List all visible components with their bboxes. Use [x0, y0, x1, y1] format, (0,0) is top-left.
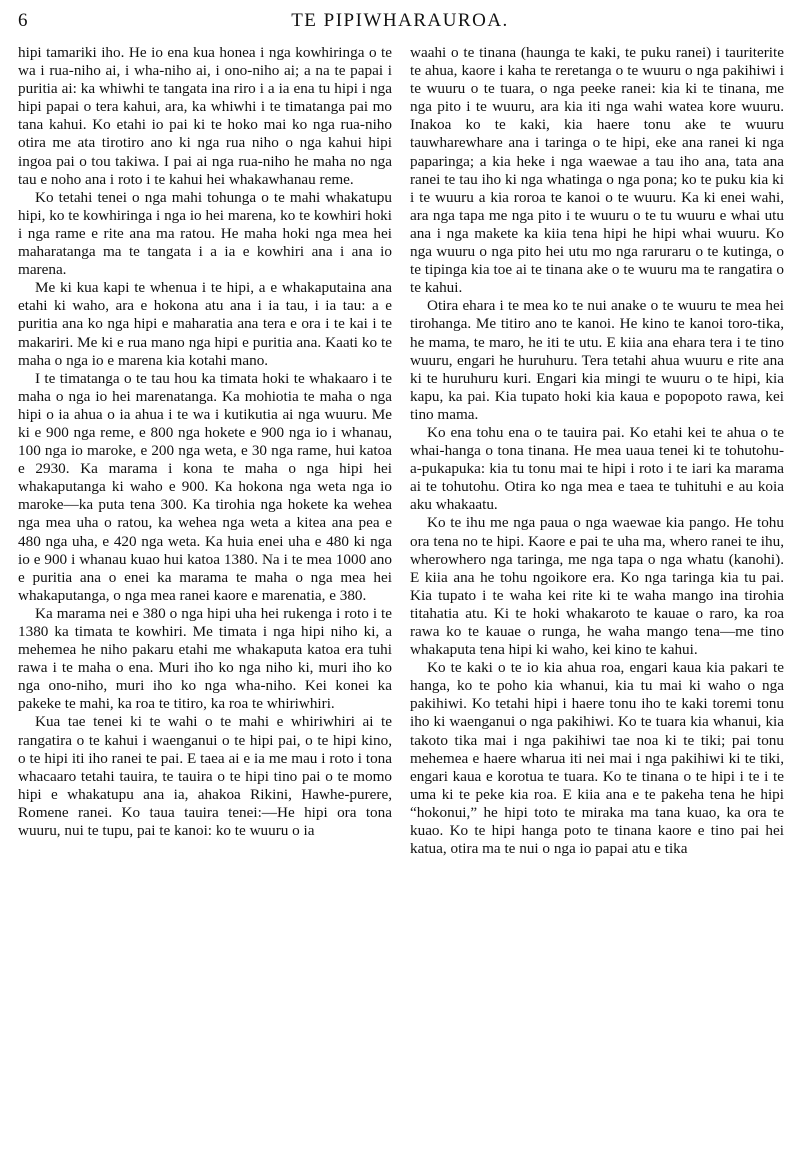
paragraph: I te timatanga o te tau hou ka timata hoki te whakaaro i te maha o nga io hei marenatanga. Ka mohiotia te maha o nga hipi o ia ahua o ia ahua i te wa i kutikutia ai nga wuuru. Me ki e 900 nga reme, e 800 nga hokete e 900 nga io i whanau, 100 nga io maroke, e 200 nga weta, e 30 nga rame, hui katoa e 2930. Ka marama i kona te maha o nga hipi hei whakaputanga ki waho e 900. Ka hokona nga weta nga io maroke—ka puta tena 300. Ka tirohia nga hokete ka wehea nga mea uha o ratou, ka wehea nga weta a kitea ana pea e 480 nga uha, e 420 nga weta. Ka huia enei uha e 480 ki nga io e 900 i whanau kuao hui katoa 1380. Na i te mea 1000 ano e puritia ana o enei ka marama te maha o nga mea hei whakaputanga, o nga mea ranei kaore e marenatia, e 380. — [18, 369, 392, 604]
paragraph: Ka marama nei e 380 o nga hipi uha hei rukenga i roto i te 1380 ka timata te kowhiri. Me timata i nga hipi niho ki, a mehemea he niho pakaru etahi me whakaputa katoa era tuhi rawa i te maha o ena. Muri iho ko nga niho ki, muri iho ko nga ono-niho, muri iho ko nga wha-niho. Kei konei ka pakeke te mahi, ka roa te titiro, ka roa te whiriwhiri. — [18, 604, 392, 713]
paragraph: Ko te kaki o te io kia ahua roa, engari kaua kia pakari te hanga, ko te poho kia whanui, kia tu mai ki waho o nga pakihiwi. Ko tetahi hipi i haere tonu iho te kaki toremi tonu iho ki waenganui o nga pakihiwi. Ko te tuara kia whanui, kia takoto tika mai i nga pakihiwi tae noa ki te tiki; pai tonu mehemea e haere wharua iti nei mai i nga pakihiwi ki te tiki, engari kaua e korotua te tuara. Ko te tinana o te hipi i te i te uma ki te peke kia roa. E kiia ana e te pakeha tena he hipi “hokonui,” he hipi toto te miraka ma tana kuao, ka ora te kuao. Ko te hipi hanga poto te tinana kaore e tino pai hei katua, otira ma te nui o nga io papai atu e tika — [410, 659, 784, 858]
left-column — [18, 44, 392, 840]
paragraph: Ko tetahi tenei o nga mahi tohunga o te mahi whakatupu hipi, ko te kowhiringa i nga io hei marena, ko te kowhiri hoki i nga rame e rite ana ma ratou. He maha hoki nga mea hei maharatanga ma te tangata i a ia e kowhiri ana i ana io marena. — [18, 188, 392, 279]
paragraph: Me ki kua kapi te whenua i te hipi, a e whakaputaina ana etahi ki waho, ara e hokona atu ana i ia tau, i ia tau: a e puritia ana ko nga hipi e maharatia ana tera e ora i te kai i te makariri. Me ki e rua mano nga hipi e puritia ana. Kaati ko te maha o nga io e marena kia kotahi mano. — [18, 279, 392, 369]
running-title: TE PIPIWHARAUROA. — [291, 10, 509, 31]
page-number: 6 — [18, 10, 28, 31]
page-header — [18, 8, 782, 38]
paragraph: Ko te ihu me nga paua o nga waewae kia pango. He tohu ora tena no te hipi. Kaore e pai te uha ma, whero ranei te ihu, wherowhero nga taringa, me nga tapa o nga whatu (kanohi). E kiia ana he tohu ngoikore era. Ko nga taringa kia tu pai. Kia tupato i te waha kei rite ki te waha mango ina tirohia titahatia atu. Ki te hoki whakaroto te kauae o raro, ka roa rawa ko te kauae o runga, he waha mango tena—me tino whakaputa tena hipi ki waho, kei kino te kahui. — [410, 514, 784, 659]
paragraph: hipi tamariki iho. He io ena kua honea i nga kowhiringa o te wa i rua-niho ai, i wha-niho ai, i ono-niho ai; a na te papai i puritia ai: ka whiwhi te tangata ina riro i a ia ena tu hipi i nga hipi papai o tera kahui, ara, ka whiwhi i te timatanga pai mo tana kahui. Ko etahi io pai ki te hoko mai ko nga rua-niho otira me ata tirotiro ano ki nga rua niho o nga kahui hipi ingoa pai o tou takiwa. I pai ai nga rua-niho he maha no nga tau e noho ana i roto i te kahui hei whakawhanau reme. — [18, 44, 392, 188]
paragraph: Otira ehara i te mea ko te nui anake o te wuuru te mea hei tirohanga. Me titiro ano te kanoi. He kino te kanoi toro-tika, he mama, te maro, he iti te utu. E kiia ana ehara tera i te tino wuuru, engari he huruhuru. Tera tetahi ahua wuuru e rite ana ki te huruhuru kuri. Engari kia mingi te wuuru o te hipi, kia kapu, ka pai. Kia tupato hoki kia kaua e popopoto rawa, kei tino mama. — [410, 297, 784, 423]
paragraph: waahi o te tinana (haunga te kaki, te puku ranei) i tauriterite te ahua, kaore i kaha te reretanga o te wuuru o nga pakihiwi i te wuuru o te tuara, o nga peeke ranei: kia ki te tinana, me nga pito i te wuuru, ara kia iti nga wahi watea kore wuuru. Inakoa ko te kaki, kia haere tonu ake te wuuru tauwharewhare ana i taringa o te hipi, eke ana ranei ki nga paparinga; a kia heke i nga waewae a tau iho ana, tata ana ranei te tau iho ki nga whatinga o nga pona; ko te puku kia ki i te wuuru a kia roroa te kanoi o te wuuru. Ka ki enei wahi, ara nga tapa me nga pito i te wuuru o te tu wuuru e whai utu ana i nga makete ka kiia tena hipi he hipi whai wuuru. Ko nga wuuru o nga pito hei utu mo nga raruraru o te kutinga, o te tipinga kia toe ai te tinana ake o te wuuru ma te rangatira o te kahui. — [410, 44, 784, 297]
paragraph: Kua tae tenei ki te wahi o te mahi e whiriwhiri ai te rangatira o te kahui i waenganui o te hipi pai, o te hipi kino, o te hipi iti iho ranei te pai. E taea ai e ia me mau i roto i tona whacaaro tetahi tauira, te tauira o te hipi tino pai o te momo hipi e whakatupu ana ia, ahakoa Rikini, Hawhe-purere, Romene ranei. Ko taua tauira tenei:—He hipi ora tona wuuru, nui te tupu, pai te kanoi: ko te wuuru o ia — [18, 713, 392, 840]
paragraph: Ko ena tohu ena o te tauira pai. Ko etahi kei te ahua o te whai-hanga o tona tinana. He mea uaua tenei ki te tohutohu-a-pukapuka: kia tu tonu mai te hipi i roto i te iari ka marama ai te tohutohu. Otira ko nga mea e taea te tuhituhi e au koia aku whakaatu. — [410, 423, 784, 514]
right-column — [410, 44, 784, 858]
